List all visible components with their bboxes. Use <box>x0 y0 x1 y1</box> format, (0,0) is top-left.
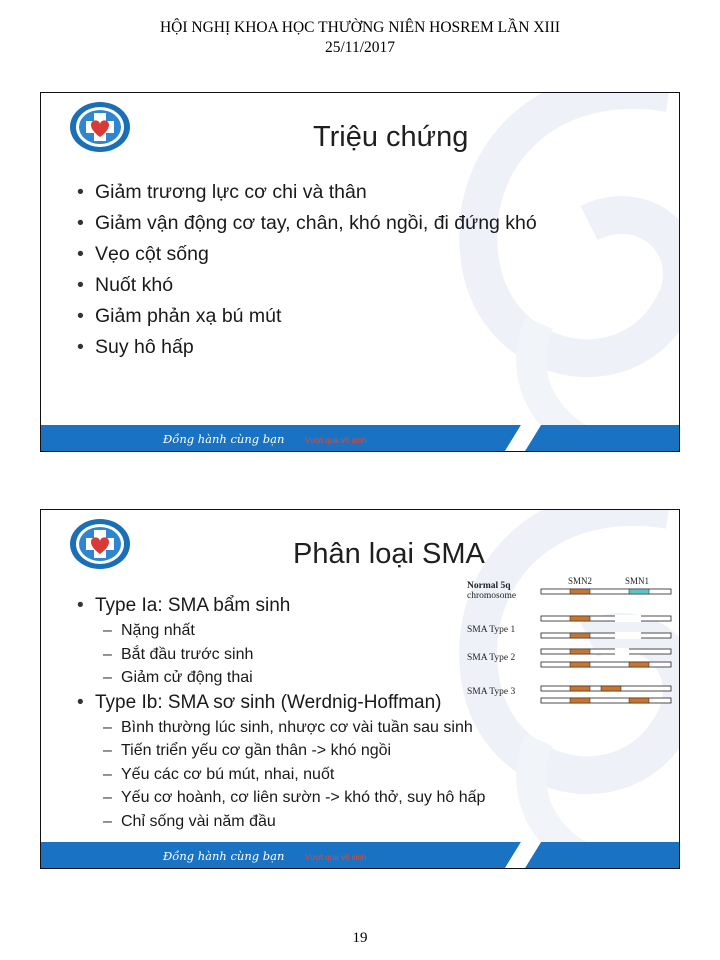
type3-label: SMA Type 3 <box>467 687 516 697</box>
footer-subslogan: Vượt qua vô sinh <box>305 853 367 862</box>
list-item: • Giảm vận động cơ tay, chân, khó ngồi, đi đứng khó <box>75 208 537 239</box>
slide-symptoms <box>40 92 680 452</box>
smn2-gene <box>629 662 649 667</box>
footer-slogan: Đồng hành cùng bạn <box>163 849 285 863</box>
normal-label-line2: chromosome <box>467 591 517 601</box>
conference-date: 25/11/2017 <box>324 39 396 56</box>
conference-title: HỘI NGHỊ KHOA HỌC THƯỜNG NIÊN HOSREM LẦN XIII <box>159 19 561 36</box>
classification-list <box>75 593 485 833</box>
list-item: • Vẹo cột sống <box>75 239 537 270</box>
smn1-gene <box>629 589 649 594</box>
list-item: – Bình thường lúc sinh, nhược cơ vài tuần sau sinh <box>75 716 485 740</box>
type1-label: SMA Type 1 <box>467 625 516 635</box>
smn1-label: SMN1 <box>625 576 650 586</box>
list-item: – Tiến triển yếu cơ gần thân -> khó ngồi <box>75 739 485 763</box>
slide-sma-classification <box>40 509 680 869</box>
smn2-gene <box>570 649 590 654</box>
page-number: 19 <box>352 930 368 946</box>
normal-label-line1: Normal 5q <box>467 581 511 591</box>
smn2-gene <box>570 698 590 703</box>
list-item: • Nuốt khó <box>75 270 537 301</box>
smn2-label: SMN2 <box>568 576 593 586</box>
list-item: – Yếu các cơ bú mút, nhai, nuốt <box>75 763 485 787</box>
type2-label: SMA Type 2 <box>467 653 516 663</box>
list-item: • Type Ia: SMA bẩm sinh <box>75 593 485 619</box>
footer-subslogan: Vượt qua vô sinh <box>305 436 367 445</box>
slide-title: Phân loại SMA <box>293 538 485 570</box>
symptom-list <box>75 177 537 363</box>
smn2-gene <box>570 662 590 667</box>
list-item: • Giảm phản xạ bú mút <box>75 301 537 332</box>
smn2-gene <box>570 633 590 638</box>
list-item: – Nặng nhất <box>75 619 485 643</box>
smn2-gene <box>570 589 590 594</box>
footer-slogan: Đồng hành cùng bạn <box>163 432 285 446</box>
page-header <box>0 18 720 58</box>
list-item: – Giảm cử động thai <box>75 666 485 690</box>
list-item: • Type Ib: SMA sơ sinh (Werdnig-Hoffman) <box>75 690 485 716</box>
list-item: – Chỉ sống vài năm đầu <box>75 810 485 834</box>
slide-title: Triệu chứng <box>313 121 469 153</box>
smn2-gene <box>601 686 621 691</box>
smn2-gene <box>629 698 649 703</box>
list-item: • Giảm trương lực cơ chi và thân <box>75 177 537 208</box>
list-item: • Suy hô hấp <box>75 332 537 363</box>
smn2-gene <box>570 686 590 691</box>
list-item: – Bắt đầu trước sinh <box>75 643 485 667</box>
list-item: – Yếu cơ hoành, cơ liên sườn -> khó thở, suy hô hấp <box>75 786 485 810</box>
smn2-gene <box>570 616 590 621</box>
sma-gene-diagram <box>465 574 680 714</box>
